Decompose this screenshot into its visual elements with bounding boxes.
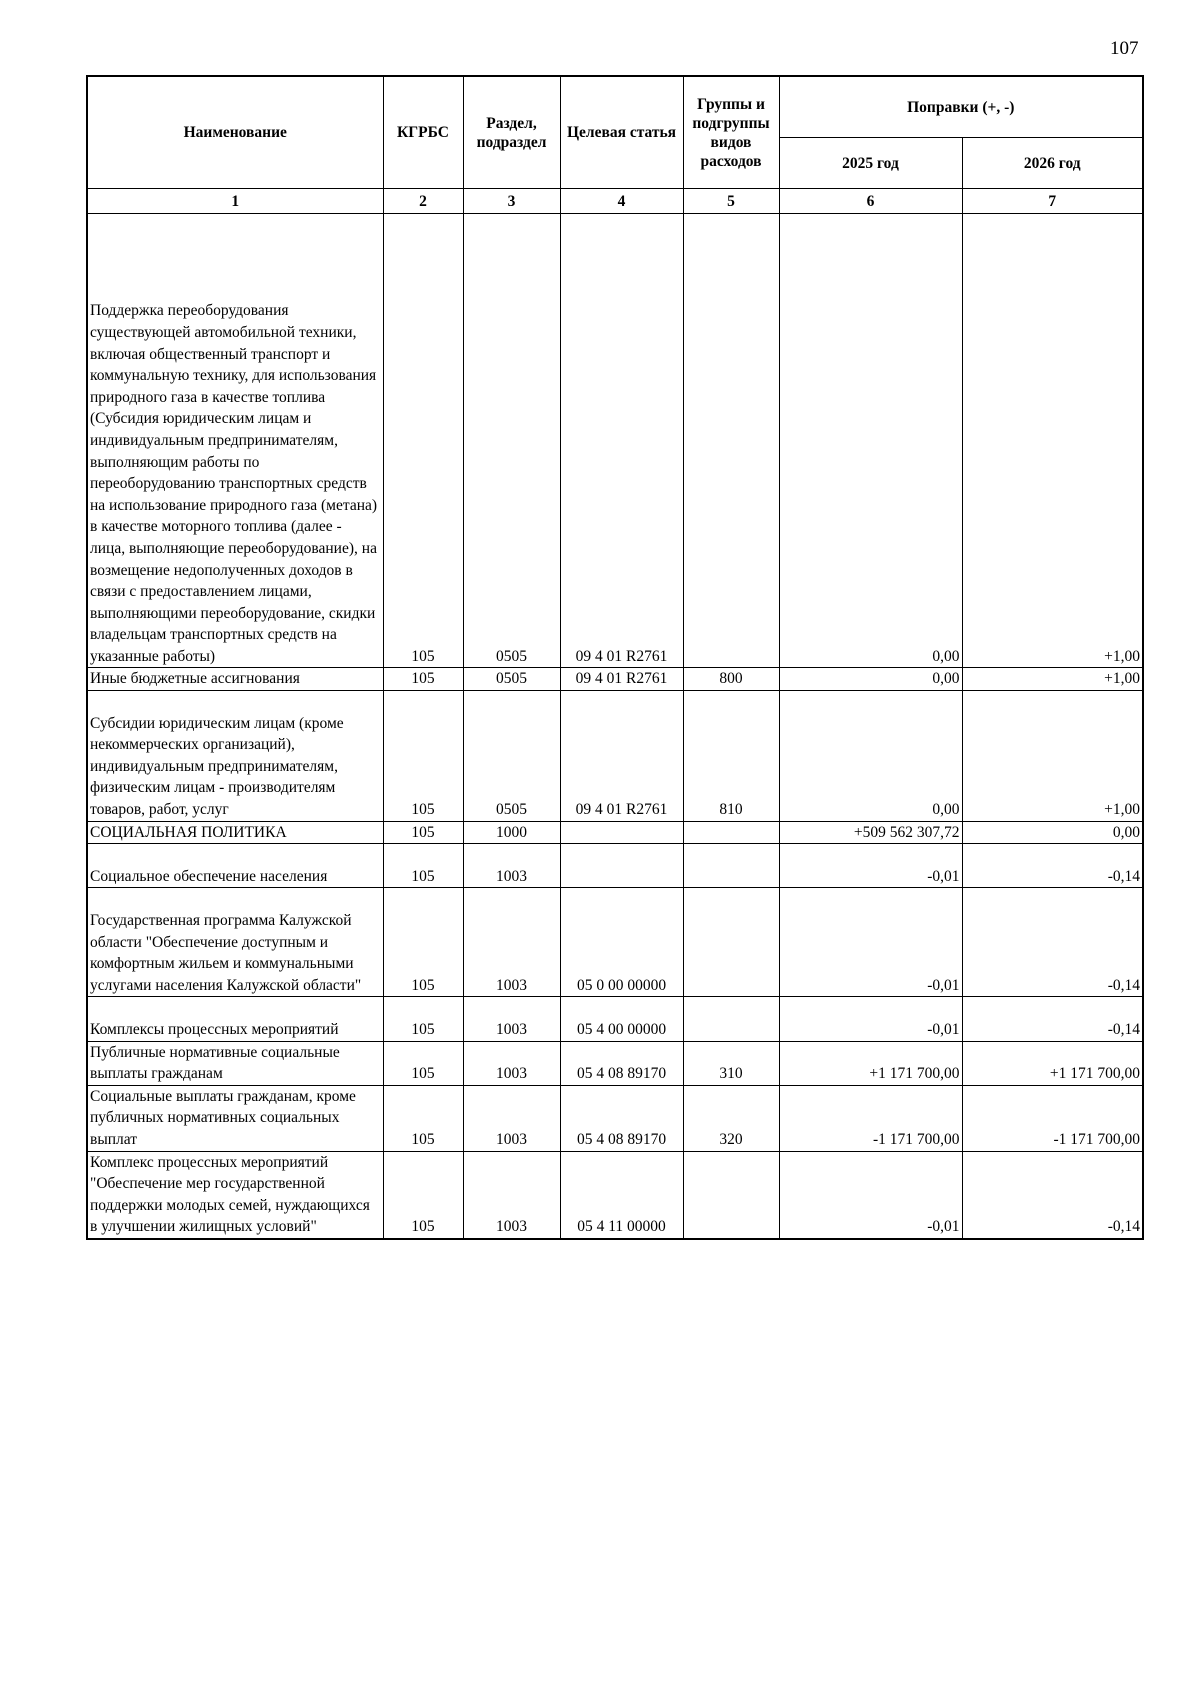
amount-2025-cell: -1 171 700,00 bbox=[779, 1085, 962, 1151]
table-row bbox=[87, 821, 1143, 844]
table-row bbox=[87, 888, 1143, 997]
column-number: 7 bbox=[962, 189, 1143, 214]
item-name-cell: Социальные выплаты гражданам, кроме публичных нормативных социальных выплат bbox=[87, 1085, 383, 1151]
kgrbs-cell: 105 bbox=[383, 214, 463, 668]
kgrbs-cell: 105 bbox=[383, 691, 463, 822]
kgrbs-cell: 105 bbox=[383, 668, 463, 691]
section-cell: 1003 bbox=[463, 888, 560, 997]
section-cell: 0505 bbox=[463, 214, 560, 668]
target-article-cell: 09 4 01 R2761 bbox=[560, 691, 683, 822]
amount-2026-cell: -0,14 bbox=[962, 844, 1143, 888]
section-cell: 0505 bbox=[463, 668, 560, 691]
amount-2026-cell: +1,00 bbox=[962, 214, 1143, 668]
column-number: 4 bbox=[560, 189, 683, 214]
item-name-cell: Социальное обеспечение населения bbox=[87, 844, 383, 888]
item-name-cell: Комплексы процессных мероприятий bbox=[87, 997, 383, 1041]
kgrbs-cell: 105 bbox=[383, 997, 463, 1041]
column-number: 1 bbox=[87, 189, 383, 214]
column-number: 6 bbox=[779, 189, 962, 214]
target-article-cell: 05 4 08 89170 bbox=[560, 1085, 683, 1151]
table-row bbox=[87, 844, 1143, 888]
amount-2025-cell: -0,01 bbox=[779, 844, 962, 888]
expense-group-cell bbox=[683, 214, 779, 668]
section-cell: 1003 bbox=[463, 997, 560, 1041]
amount-2026-cell: -0,14 bbox=[962, 888, 1143, 997]
expense-group-cell: 810 bbox=[683, 691, 779, 822]
table-body bbox=[87, 214, 1143, 1239]
kgrbs-cell: 105 bbox=[383, 844, 463, 888]
target-article-cell: 05 4 08 89170 bbox=[560, 1041, 683, 1085]
amount-2025-cell: +509 562 307,72 bbox=[779, 821, 962, 844]
kgrbs-cell: 105 bbox=[383, 1041, 463, 1085]
amount-2025-cell: 0,00 bbox=[779, 214, 962, 668]
table-row bbox=[87, 1151, 1143, 1239]
amount-2026-cell: -1 171 700,00 bbox=[962, 1085, 1143, 1151]
target-article-cell: 09 4 01 R2761 bbox=[560, 214, 683, 668]
section-cell: 1003 bbox=[463, 1041, 560, 1085]
item-name-cell: СОЦИАЛЬНАЯ ПОЛИТИКА bbox=[87, 821, 383, 844]
amount-2025-cell: 0,00 bbox=[779, 668, 962, 691]
amount-2026-cell: -0,14 bbox=[962, 997, 1143, 1041]
section-cell: 1000 bbox=[463, 821, 560, 844]
amount-2026-cell: +1,00 bbox=[962, 691, 1143, 822]
column-number: 5 bbox=[683, 189, 779, 214]
target-article-cell: 05 4 11 00000 bbox=[560, 1151, 683, 1239]
header-year-2025: 2025 год bbox=[779, 138, 962, 189]
item-name-cell: Государственная программа Калужской области "Обеспечение доступным и комфортным жильем и коммунальными услугами населения Калужской области" bbox=[87, 888, 383, 997]
header-target-article: Целевая статья bbox=[560, 76, 683, 189]
header-name: Наименование bbox=[87, 76, 383, 189]
amount-2026-cell: +1 171 700,00 bbox=[962, 1041, 1143, 1085]
section-cell: 0505 bbox=[463, 691, 560, 822]
header-year-2026: 2026 год bbox=[962, 138, 1143, 189]
table-row bbox=[87, 691, 1143, 822]
kgrbs-cell: 105 bbox=[383, 888, 463, 997]
target-article-cell bbox=[560, 844, 683, 888]
section-cell: 1003 bbox=[463, 1085, 560, 1151]
expense-group-cell bbox=[683, 844, 779, 888]
page-number: 107 bbox=[1110, 38, 1139, 59]
table-header-row bbox=[87, 76, 1143, 138]
table-row bbox=[87, 214, 1143, 668]
header-amendments: Поправки (+, -) bbox=[779, 76, 1143, 138]
table-row bbox=[87, 997, 1143, 1041]
budget-amendments-table bbox=[86, 75, 1144, 1240]
expense-group-cell bbox=[683, 1151, 779, 1239]
column-number: 2 bbox=[383, 189, 463, 214]
amount-2025-cell: -0,01 bbox=[779, 997, 962, 1041]
header-kgrbs: КГРБС bbox=[383, 76, 463, 189]
header-section: Раздел, подраздел bbox=[463, 76, 560, 189]
item-name-cell: Иные бюджетные ассигнования bbox=[87, 668, 383, 691]
amount-2025-cell: -0,01 bbox=[779, 888, 962, 997]
expense-group-cell: 320 bbox=[683, 1085, 779, 1151]
item-name-cell: Публичные нормативные социальные выплаты гражданам bbox=[87, 1041, 383, 1085]
amount-2025-cell: +1 171 700,00 bbox=[779, 1041, 962, 1085]
amount-2026-cell: -0,14 bbox=[962, 1151, 1143, 1239]
amount-2026-cell: +1,00 bbox=[962, 668, 1143, 691]
amount-2025-cell: 0,00 bbox=[779, 691, 962, 822]
section-cell: 1003 bbox=[463, 1151, 560, 1239]
expense-group-cell bbox=[683, 888, 779, 997]
kgrbs-cell: 105 bbox=[383, 1151, 463, 1239]
header-expense-groups: Группы и подгруппы видов расходов bbox=[683, 76, 779, 189]
item-name-cell: Субсидии юридическим лицам (кроме некоммерческих организаций), индивидуальным предпринимателям, физическим лицам - производителям товаров, работ, услуг bbox=[87, 691, 383, 822]
table-row bbox=[87, 1041, 1143, 1085]
column-number-row bbox=[87, 189, 1143, 214]
table-row bbox=[87, 668, 1143, 691]
expense-group-cell bbox=[683, 997, 779, 1041]
kgrbs-cell: 105 bbox=[383, 821, 463, 844]
amount-2025-cell: -0,01 bbox=[779, 1151, 962, 1239]
column-number: 3 bbox=[463, 189, 560, 214]
target-article-cell: 05 0 00 00000 bbox=[560, 888, 683, 997]
item-name-cell: Поддержка переоборудования существующей автомобильной техники, включая общественный транспорт и коммунальную технику, для использования природного газа в качестве топлива (Субсидия юридическим лицам и индивидуальным предпринимателям, выполняющим работы по переоборудованию транспортных средств на использование природного газа (метана) в качестве моторного топлива (далее - лица, выполняющие переоборудование), на возмещение недополученных доходов в связи с предоставлением лицами, выполняющими переоборудование, скидки владельцам транспортных средств на указанные работы) bbox=[87, 214, 383, 668]
target-article-cell: 09 4 01 R2761 bbox=[560, 668, 683, 691]
kgrbs-cell: 105 bbox=[383, 1085, 463, 1151]
amount-2026-cell: 0,00 bbox=[962, 821, 1143, 844]
target-article-cell bbox=[560, 821, 683, 844]
target-article-cell: 05 4 00 00000 bbox=[560, 997, 683, 1041]
expense-group-cell: 310 bbox=[683, 1041, 779, 1085]
item-name-cell: Комплекс процессных мероприятий "Обеспечение мер государственной поддержки молодых семей, нуждающихся в улучшении жилищных условий" bbox=[87, 1151, 383, 1239]
expense-group-cell: 800 bbox=[683, 668, 779, 691]
section-cell: 1003 bbox=[463, 844, 560, 888]
table-row bbox=[87, 1085, 1143, 1151]
expense-group-cell bbox=[683, 821, 779, 844]
